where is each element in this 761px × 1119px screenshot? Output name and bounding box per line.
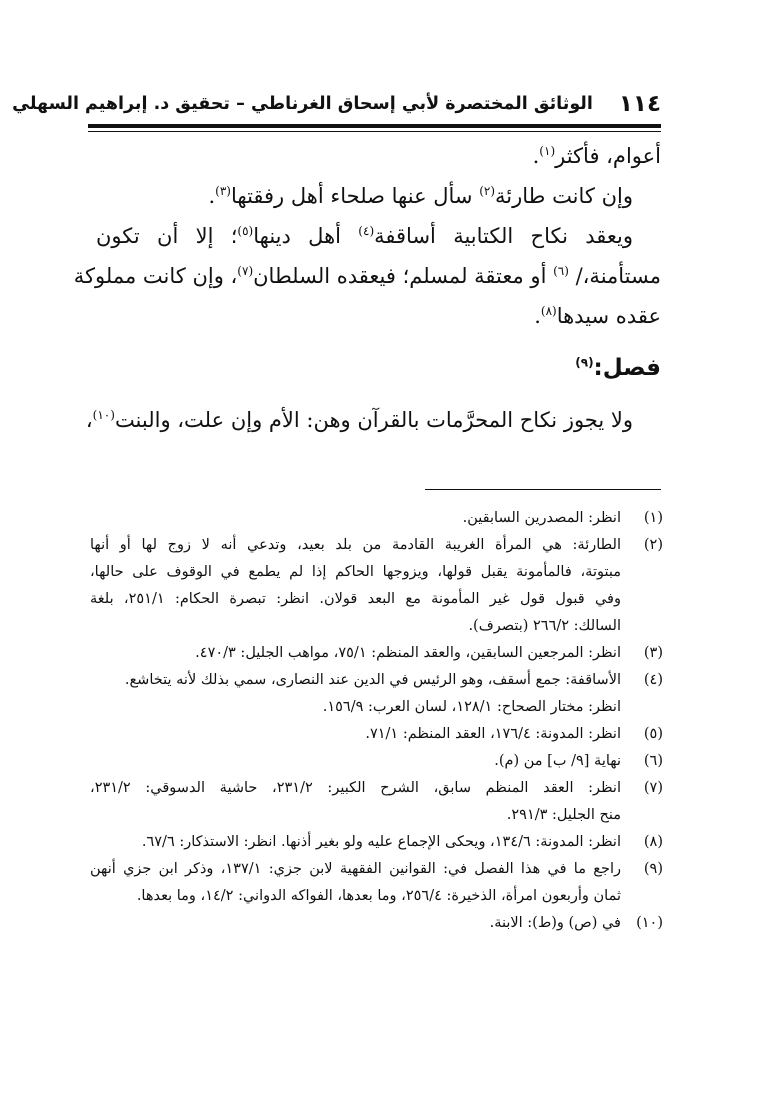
main-text (73, 136, 661, 440)
footnote-number: (٥) (643, 726, 663, 742)
footnote (90, 532, 663, 640)
footnote-ref: (٦) (553, 264, 569, 278)
footnote-line: انظر: مختار الصحاح: ١٢٨/١، لسان العرب: ١٥٦/٩. (322, 699, 621, 715)
footnote-line: انظر: المدونة: ١٣٤/٦، ويحكى الإجماع عليه ولو بغير أذنها. انظر: الاستذكار: ٦٧/٦. (141, 834, 621, 850)
section-heading: فصل:$^{(٩)}$ (575, 355, 661, 381)
footnote-line: السالك: ٢٦٦/٢ (بتصرف). (468, 618, 621, 634)
footnote (90, 721, 663, 748)
footnote (90, 640, 663, 667)
footnote-line: منح الجليل: ٢٩١/٣. (506, 807, 621, 823)
footnote (90, 775, 663, 829)
footnote-line: الطارئة: هي المرأة الغريبة القادمة من بلد بعيد، وتدعي أنه لا زوج لها أو أنها (90, 537, 621, 553)
text-line: عقده سيدها$^{(٨)}$. (534, 304, 661, 328)
page-number: ١١٤ (618, 91, 661, 117)
footnote-ref: (١٠) (92, 408, 115, 422)
footnote-ref: (٨) (540, 304, 557, 318)
footnote-number: (٤) (643, 672, 663, 688)
footnote-line: انظر: المدونة: ١٧٦/٤، العقد المنظم: ٧١/١. (365, 726, 621, 742)
footnote-line: راجع ما في هذا الفصل في: القوانين الفقهية لابن جزي: ١٣٧/١، وذكر ابن جزي أنهن (90, 861, 621, 877)
footnote-ref: (٧) (237, 264, 254, 278)
footnote-line: الأساقفة: جمع أسقف، وهو الرئيس في الدين عند النصارى، سمي بذلك لأنه يتخاشع. (124, 672, 621, 688)
footnote-number: (٣) (643, 645, 663, 661)
footnote-number: (٦) (643, 753, 663, 769)
footnote-ref: (٢) (479, 184, 496, 198)
footnote (90, 910, 663, 937)
footnote-line: في (ص) و(ط): الابنة. (489, 915, 621, 931)
footnote-number: (٧) (643, 780, 663, 796)
footnote (90, 856, 663, 910)
page-header (12, 84, 661, 124)
footnote (90, 748, 663, 775)
footnote-number: (٢) (643, 537, 663, 553)
footnote-line: ثمان وأربعون امرأة، الذخيرة: ٢٥٦/٤، وما بعدها، الفواكه الدواني: ١٤/٢، وما بعدها. (136, 888, 621, 904)
footnote-ref: (١) (539, 144, 556, 158)
footnote-line: مبتوتة، فالمأمونة يقبل قولها، ويزوجها الحاكم إذا لم يطمع في الوقوف على حالها، (90, 564, 621, 580)
text-line: مستأمنة،/ $^{(٦)}$ أو معتقة لمسلم؛ فيعقده السلطان$^{(٧)}$، وإن كانت مملوكة (73, 264, 661, 288)
footnote-line: انظر: العقد المنظم سابق، الشرح الكبير: ٢٣١/٢، حاشية الدسوقي: ٢٣١/٢، (90, 780, 621, 796)
footnote-number: (١) (643, 510, 663, 526)
text-line: ويعقد نكاح الكتابية أساقفة$^{(٤)}$ أهل دينها$^{(٥)}$؛ إلا أن تكون (96, 224, 633, 248)
header-rule-thick (88, 124, 661, 128)
footnote-ref: (٥) (237, 224, 254, 238)
footnote (90, 505, 663, 532)
footnote-line: انظر: المصدرين السابقين. (462, 510, 621, 526)
footnote-line: وفي قبول قول غير المأمونة مع البعد قولان. انظر: تبصرة الحكام: ٢٥١/١، بلغة (90, 591, 621, 607)
footnote-number: (٨) (643, 834, 663, 850)
footnote-ref: (٤) (358, 224, 375, 238)
footnote (90, 829, 663, 856)
running-head: الوثائق المختصرة لأبي إسحاق الغرناطي – تحقيق د. إبراهيم السهلي (12, 94, 593, 114)
footnote-ref: (٩) (575, 355, 594, 370)
footnote (90, 667, 663, 721)
text-line: وإن كانت طارئة$^{(٢)}$ سأل عنها صلحاء أهل رفقتها$^{(٣)}$. (208, 184, 633, 208)
header-rule-thin (88, 131, 661, 132)
text-line: ولا يجوز نكاح المحرَّمات بالقرآن وهن: الأم وإن علت، والبنت$^{(١٠)}$، (85, 408, 633, 432)
footnotes (90, 505, 663, 937)
footnote-separator (425, 489, 661, 490)
footnote-number: (١٠) (636, 915, 663, 931)
footnote-ref: (٣) (215, 184, 231, 198)
footnote-number: (٩) (643, 861, 663, 877)
footnote-line: نهاية [٩/ ب] من (م). (494, 753, 621, 769)
footnote-line: انظر: المرجعين السابقين، والعقد المنظم: ٧٥/١، مواهب الجليل: ٤٧٠/٣. (195, 645, 621, 661)
text-line: أعوام، فأكثر$^{(١)}$. (532, 144, 661, 168)
